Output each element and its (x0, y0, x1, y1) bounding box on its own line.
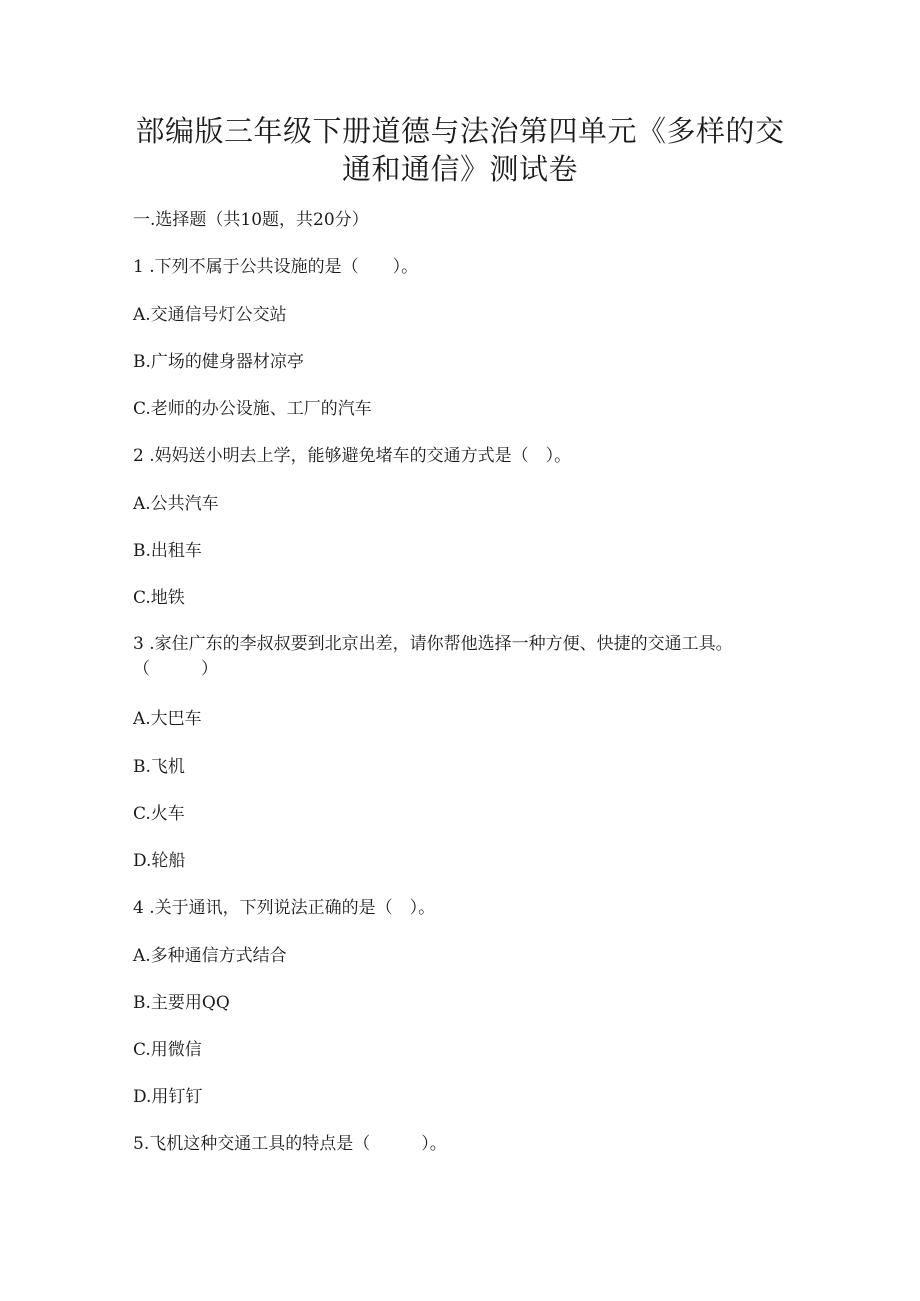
question-4-option-b: B.主要用QQ (133, 993, 230, 1013)
section-heading: 一.选择题（共10题，共20分） (133, 210, 369, 230)
question-1-option-c: C.老师的办公设施、工厂的汽车 (133, 399, 372, 419)
question-2-option-a: A.公共汽车 (133, 494, 219, 514)
question-3-option-c: C.火车 (133, 804, 185, 824)
question-2-stem: 2 .妈妈送小明去上学，能够避免堵车的交通方式是（ ）。 (133, 446, 572, 466)
question-5-stem: 5.飞机这种交通工具的特点是（ ）。 (133, 1134, 447, 1154)
question-3-option-d: D.轮船 (133, 851, 186, 871)
question-4-option-d: D.用钉钉 (133, 1087, 203, 1107)
question-3-option-a: A.大巴车 (133, 709, 202, 729)
question-4-option-a: A.多种通信方式结合 (133, 946, 287, 966)
question-4-option-c: C.用微信 (133, 1040, 202, 1060)
question-3-option-b: B.飞机 (133, 757, 185, 777)
question-3-stem: 3 .家住广东的李叔叔要到北京出差，请你帮他选择一种方便、快捷的交通工具。（ ） (133, 634, 733, 679)
question-2-option-b: B.出租车 (133, 541, 202, 561)
question-1-option-a: A.交通信号灯公交站 (133, 305, 287, 325)
question-1-option-b: B.广场的健身器材凉亭 (133, 352, 304, 372)
question-4-stem: 4 .关于通讯，下列说法正确的是（ ）。 (133, 898, 436, 918)
page-title: 部编版三年级下册道德与法治第四单元《多样的交通和通信》测试卷 (135, 114, 785, 186)
question-1-stem: 1 .下列不属于公共设施的是（ ）。 (133, 257, 419, 277)
question-2-option-c: C.地铁 (133, 588, 185, 608)
